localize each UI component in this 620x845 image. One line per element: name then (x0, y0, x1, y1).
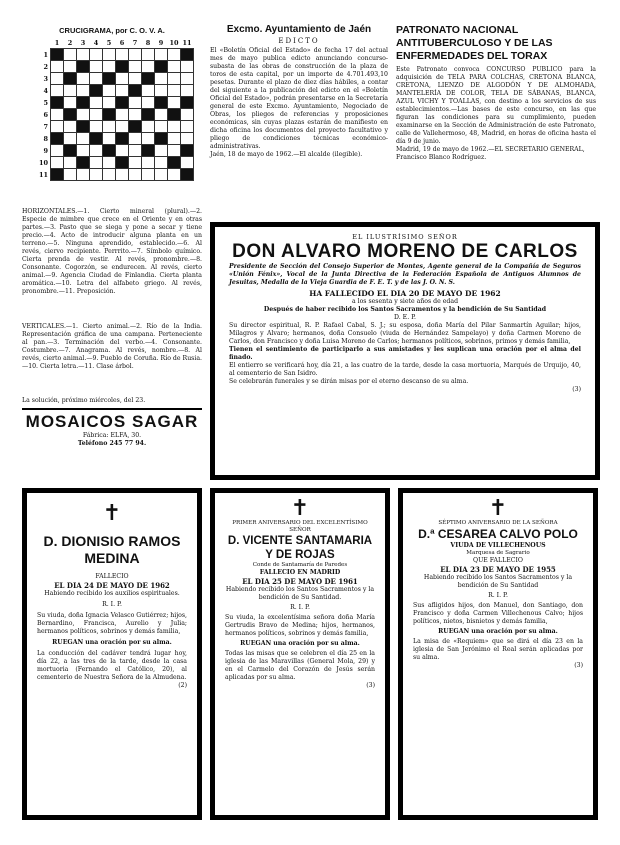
patronato-footer: Madrid, 19 de mayo de 1962.—EL SECRETARIO GENERAL, Francisco Blanco Rodríguez. (396, 146, 585, 161)
grid-col-label: 5 (106, 38, 112, 47)
grid-row-label: 4 (43, 86, 48, 95)
grid-col-label: 2 (67, 38, 73, 47)
cross-icon: ✝ (290, 496, 310, 521)
grid-cell (51, 145, 64, 157)
grid-cell (90, 49, 103, 61)
grid-cell (181, 49, 194, 61)
grid-cell (116, 145, 129, 157)
cesarea-fallecio: QUE FALLECIO (473, 557, 523, 564)
vicente-title: Conde de Santamaría de Paredes (252, 562, 348, 568)
grid-cell (142, 97, 155, 109)
grid-row-label: 1 (43, 50, 48, 59)
mosaicos-ad (22, 408, 202, 448)
grid-col-label: 6 (119, 38, 125, 47)
mosaicos-line2: Teléfono 245 77 94. (77, 440, 147, 447)
grid-cell (77, 121, 90, 133)
cesarea-name: D.ª CESAREA CALVO POLO (418, 527, 578, 541)
alvaro-rip: D. E. P. (394, 314, 416, 321)
alvaro-name: DON ALVARO MORENO DE CARLOS (232, 241, 578, 262)
vicente-pre: PRIMER ANIVERSARIO DEL EXCELENTÍSIMO SEÑOR (232, 520, 368, 533)
grid-cell (103, 97, 116, 109)
grid-cell (90, 97, 103, 109)
vicente-family: Su viuda, la excelentísima señora doña María Gertrudis Bravo de Medina; hijos, hermanos, hermanos políticos, sobrinos y demás familia, (225, 614, 375, 637)
grid-cell (155, 97, 168, 109)
grid-cell (168, 133, 181, 145)
grid-row-label: 9 (43, 146, 48, 155)
grid-cell (77, 157, 90, 169)
grid-col-label: 3 (80, 38, 86, 47)
alvaro-ruegan: Tienen el sentimiento de participarlo a sus amistades y les suplican una oración por el alma del finado. (229, 346, 581, 361)
grid-cell (64, 73, 77, 85)
grid-col-label: 7 (132, 38, 138, 47)
grid-cell (77, 169, 90, 181)
vicente-rip: R. I. P. (290, 604, 310, 611)
obituary-dionisio (22, 488, 202, 820)
grid-row-label: 5 (43, 98, 48, 107)
grid-cell (155, 73, 168, 85)
grid-cell (77, 85, 90, 97)
alvaro-pre: EL ILUSTRÍSIMO SEÑOR (352, 233, 458, 241)
grid-cell (51, 157, 64, 169)
grid-cell (116, 121, 129, 133)
grid-cell (168, 121, 181, 133)
grid-cell (77, 61, 90, 73)
grid-col-label: 4 (93, 38, 99, 47)
grid-cell (168, 49, 181, 61)
grid-cell (64, 145, 77, 157)
grid-cell (129, 61, 142, 73)
grid-cell (168, 157, 181, 169)
grid-cell (129, 169, 142, 181)
grid-cell (103, 169, 116, 181)
grid-cell (129, 109, 142, 121)
grid-cell (51, 121, 64, 133)
grid-cell (51, 85, 64, 97)
dionisio-ruegan: RUEGAN una oración por su alma. (52, 639, 172, 646)
vicente-misas: Todas las misas que se celebren el día 25 en la iglesia de las Maravillas (General Mola, 29) y en el Carmelo del Corazón de Jesús serán aplicadas por su alma. (225, 650, 375, 681)
grid-cell (51, 61, 64, 73)
grid-cell (103, 109, 116, 121)
crossword-horizontales: HORIZONTALES.—1. Cierto mineral (plural).—2. Especie de mimbre que crece en el Oriente y en otras partes.—3. Pasto que se siega y pone a secar y tiene precio.—4. Acto de introducir alguna planta en un terreno.—5. Ninguna aprendido, establecido.—6. Al revés, ciervo recipiente. Perrrito.—7. Símbolo químico. Cierta prenda de vestir. Al revés, pronombre.—8. Consonante. Cogorzón, se endurecen. Al revés, cierto animal.—9. Agencia Ciudad de Finlandia. Cierta planta aromática.—10. Letra del alfabeto griego. Al revés, pronombre.—11. Preposición. (22, 208, 202, 295)
cesarea-rip: R. I. P. (488, 592, 508, 599)
alvaro-titles: Presidente de Sección del Consejo Superior de Montes, Agente general de la Compañía de Seguros «Unión Fénix», Vocal de la Junta Directiva de la Federación Española de Antiguos Alumnos de Jesuitas, Medalla de la Vieja Guardia de F. E. T. y de las J. O. N. S. (229, 263, 581, 286)
jaen-subtitle: EDICTO (278, 37, 320, 45)
grid-cell (116, 97, 129, 109)
grid-cell (64, 109, 77, 121)
alvaro-conduccion: El entierro se verificará hoy, día 21, a las cuatro de la tarde, desde la casa mortuoria, Marqués de Urquijo, 40, al cementerio de San Isidro. (229, 362, 581, 377)
grid-cell (77, 133, 90, 145)
grid-cell (116, 73, 129, 85)
grid-cell (142, 133, 155, 145)
vicente-ruegan: RUEGAN una oración por su alma. (240, 640, 360, 647)
grid-cell (116, 133, 129, 145)
vicente-fallecio: FALLECIO EN MADRID (259, 569, 341, 576)
grid-row-label: 6 (43, 110, 48, 119)
grid-cell (116, 61, 129, 73)
crossword-grid (36, 37, 202, 181)
grid-cell (90, 85, 103, 97)
grid-cell (51, 49, 64, 61)
cesarea-agency: (3) (574, 662, 583, 669)
grid-cell (142, 157, 155, 169)
cesarea-subtitle: Marquesa de Sagrario (466, 550, 530, 556)
grid-col-label: 1 (54, 38, 60, 47)
grid-cell (116, 157, 129, 169)
grid-cell (77, 97, 90, 109)
grid-col-label: 9 (158, 38, 164, 47)
grid-cell (181, 157, 194, 169)
grid-cell (129, 145, 142, 157)
grid-cell (64, 133, 77, 145)
alvaro-sacraments: Después de haber recibido los Santos Sacramentos y la bendición de Su Santidad (263, 306, 547, 313)
grid-cell (155, 121, 168, 133)
grid-cell (64, 157, 77, 169)
grid-cell (129, 133, 142, 145)
grid-cell (168, 109, 181, 121)
dionisio-family: Su viuda, doña Ignacia Velasco Gutiérrez; hijos, Bernardino, Francisca, Aurelio y Julia; hermanos políticos, sobrinos y demás familia, (37, 612, 187, 635)
grid-cell (142, 109, 155, 121)
jaen-title: Excmo. Ayuntamiento de Jaén (226, 24, 372, 35)
grid-cell (51, 133, 64, 145)
grid-cell (142, 145, 155, 157)
cesarea-ruegan: RUEGAN una oración por su alma. (438, 628, 558, 635)
patronato-body: Este Patronato convoca CONCURSO PUBLICO para la adquisición de TELA PARA COLCHAS, CRETONA BLANCA, CRETONA, LIENZO DE ALGODÓN Y DE ALMOHADA, MANTELERÍA DE COLOR, TELA DE SÁBANAS, BLANCA, AZUL VICHY Y TOALLAS, con destino a los servicios de sus establecimientos.—Las bases de este concurso, en las que figuran las condiciones para su cumplimiento, pueden examinarse en la Sección de Administración de este Patronato, calle de Vallehermoso, 48, Madrid, en horas de oficina hasta el día 9 de junio. (396, 66, 596, 145)
grid-cell (129, 97, 142, 109)
dionisio-sacraments: Habiendo recibido los auxilios espirituales. (44, 590, 180, 597)
grid-cell (90, 145, 103, 157)
cesarea-misas: La misa de «Requiem» que se dirá el día 23 en la iglesia de San Jerónimo el Real serán aplicadas por su alma. (413, 638, 583, 661)
grid-row-label: 8 (43, 134, 48, 143)
vicente-agency: (3) (366, 682, 375, 689)
grid-cell (129, 73, 142, 85)
grid-cell (77, 145, 90, 157)
grid-row-label: 10 (38, 158, 48, 167)
crossword-section (22, 26, 202, 181)
grid-cell (77, 49, 90, 61)
alvaro-age: a los sesenta y siete años de edad (351, 298, 459, 305)
crossword-title: CRUCIGRAMA, por C. O. V. A. (59, 26, 165, 35)
grid-cell (181, 145, 194, 157)
crossword-verticales: VERTICALES.—1. Cierto animal.—2. Río de la India. Representación gráfica de una campana. Perteneciente al pan.—3. Terminación del verbo.—4. Consonante. Costumbre.—7. Anagrama. Al revés, nombre.—8. Al revés, cierto animal.—9. Pueblo de Coruña. Río de Rusia.—10. Cierta letra.—11. Clase árbol. (22, 323, 202, 370)
grid-cell (103, 133, 116, 145)
grid-cell (168, 85, 181, 97)
grid-cell (103, 145, 116, 157)
grid-cell (181, 109, 194, 121)
obituary-alvaro (210, 222, 600, 480)
grid-cell (155, 133, 168, 145)
grid-cell (90, 61, 103, 73)
grid-cell (142, 61, 155, 73)
grid-cell (155, 85, 168, 97)
vicente-name: D. VICENTE SANTAMARIA Y DE ROJAS (227, 535, 373, 561)
grid-cell (90, 157, 103, 169)
grid-cell (168, 169, 181, 181)
crossword-table (36, 37, 194, 181)
grid-cell (51, 73, 64, 85)
crossword-solution-note: La solución, próximo miércoles, del 23. (22, 397, 146, 404)
grid-cell (155, 61, 168, 73)
grid-cell (142, 73, 155, 85)
grid-cell (168, 97, 181, 109)
grid-cell (142, 121, 155, 133)
cross-icon: ✝ (102, 501, 122, 526)
jaen-body: El «Boletín Oficial del Estado» de fecha 17 del actual mes de mayo publica edicto anunciando concurso-subasta de las obras de construcción de la plaza de toros de esta capital, por un importe de 4.701.493,10 pesetas. Durante el plazo de diez días hábiles, a contar del siguiente a la publicación del edicto en el «Boletín Oficial del Estado», podrán presentarse en la Secretaría general de este Excmo. Ayuntamiento, Negociado de Obras, los pliegos de referencias y proposiciones económicas, sin cuyas plazas estarán de manifiesto en dicha oficina los documentos del proyecto facultativo y pliego de condiciones técnicas económico-administrativas. (210, 47, 388, 150)
cesarea-family: Sus afligidos hijos, don Manuel, don Santiago, don Francisco y doña Carmen Villechenous Calvo; hijos políticos, nietos, bisnietos y demás familia, (413, 602, 583, 625)
dionisio-name: D. DIONISIO RAMOS MEDINA (43, 533, 181, 566)
grid-cell (64, 85, 77, 97)
grid-cell (181, 169, 194, 181)
grid-cell (168, 61, 181, 73)
grid-col-label: 11 (182, 38, 192, 47)
grid-cell (77, 109, 90, 121)
grid-cell (129, 85, 142, 97)
grid-cell (77, 73, 90, 85)
dionisio-rip: R. I. P. (102, 601, 122, 608)
grid-cell (181, 61, 194, 73)
grid-row-label: 2 (43, 62, 48, 71)
patronato-title: PATRONATO NACIONAL ANTITUBERCULOSO Y DE LAS ENFERMEDADES DEL TORAX (396, 24, 553, 62)
cesarea-title: VIUDA DE VILLECHENOUS (450, 542, 546, 549)
dionisio-agency: (2) (178, 682, 187, 689)
grid-corner (36, 37, 51, 49)
grid-cell (90, 133, 103, 145)
grid-cell (116, 109, 129, 121)
mosaicos-line1: Fábrica: ELFA, 30. (82, 432, 142, 439)
grid-row-label: 7 (43, 122, 48, 131)
grid-cell (64, 97, 77, 109)
grid-cell (103, 121, 116, 133)
dionisio-fallecio: FALLECIO (95, 573, 129, 580)
grid-cell (51, 109, 64, 121)
grid-cell (103, 49, 116, 61)
mosaicos-title: MOSAICOS SAGAR (25, 412, 199, 431)
grid-cell (64, 49, 77, 61)
grid-cell (168, 145, 181, 157)
vicente-sacraments: Habiendo recibido los Santos Sacramentos y la bendición de Su Santidad. (225, 586, 375, 601)
grid-cell (116, 49, 129, 61)
grid-cell (64, 169, 77, 181)
grid-cell (103, 61, 116, 73)
patronato-notice (396, 24, 596, 162)
grid-cell (181, 85, 194, 97)
alvaro-family: Su director espiritual, R. P. Rafael Cabal, S. J.; su esposa, doña María del Pilar Sanmartín Aguilar; hijos, Milagros y Alvaro; hermanos, doña Consuelo (viuda de Hernández Sampelayo) y doña Carmen Moreno de Carlos, don Francisco y doña Luisa Moreno de Carlos; hermanos políticos, sobrinos, primos y demás familia, (229, 322, 581, 345)
jaen-footer: Jaén, 18 de mayo de 1962.—El alcalde (ilegible). (210, 151, 363, 158)
grid-cell (155, 145, 168, 157)
grid-cell (155, 157, 168, 169)
obituary-vicente (210, 488, 390, 820)
grid-cell (103, 73, 116, 85)
grid-cell (64, 121, 77, 133)
dionisio-date: EL DIA 24 DE MAYO DE 1962 (54, 581, 170, 590)
grid-cell (168, 73, 181, 85)
grid-cell (142, 49, 155, 61)
cesarea-date: EL DIA 23 DE MAYO DE 1955 (440, 565, 556, 574)
grid-cell (90, 121, 103, 133)
grid-cell (116, 85, 129, 97)
cesarea-pre: SÉPTIMO ANIVERSARIO DE LA SEÑORA (438, 520, 558, 526)
grid-cell (155, 169, 168, 181)
vicente-date: EL DIA 25 DE MAYO DE 1961 (242, 577, 358, 586)
grid-cell (129, 49, 142, 61)
grid-cell (142, 85, 155, 97)
grid-cell (181, 73, 194, 85)
dionisio-conduccion: La conducción del cadáver tendrá lugar hoy, día 22, a las tres de la tarde, desde la casa mortuoria (Fernando el Católico, 20), al cementerio de Nuestra Señora de la Almudena. (37, 650, 187, 681)
grid-cell (90, 109, 103, 121)
alvaro-agency: (3) (572, 386, 581, 393)
grid-cell (142, 169, 155, 181)
grid-cell (90, 169, 103, 181)
grid-cell (129, 157, 142, 169)
grid-cell (64, 61, 77, 73)
cross-icon: ✝ (488, 496, 508, 521)
jaen-edict (210, 24, 388, 159)
grid-row-label: 3 (43, 74, 48, 83)
grid-cell (103, 85, 116, 97)
grid-cell (51, 169, 64, 181)
grid-cell (116, 169, 129, 181)
grid-cell (181, 121, 194, 133)
grid-cell (181, 97, 194, 109)
alvaro-misas: Se celebrarán funerales y se dirán misas por el eterno descanso de su alma. (229, 378, 469, 385)
cesarea-sacraments: Habiendo recibido los Santos Sacramentos y la bendición de Su Santidad (423, 574, 573, 589)
grid-cell (181, 133, 194, 145)
grid-cell (51, 97, 64, 109)
obituary-cesarea (398, 488, 598, 820)
grid-col-label: 8 (145, 38, 151, 47)
grid-cell (129, 121, 142, 133)
grid-cell (155, 49, 168, 61)
grid-row-label: 11 (38, 170, 48, 179)
grid-cell (155, 109, 168, 121)
grid-cell (90, 73, 103, 85)
alvaro-fallecio: HA FALLECIDO EL DIA 20 DE MAYO DE 1962 (309, 289, 501, 298)
grid-cell (103, 157, 116, 169)
grid-col-label: 10 (169, 38, 179, 47)
